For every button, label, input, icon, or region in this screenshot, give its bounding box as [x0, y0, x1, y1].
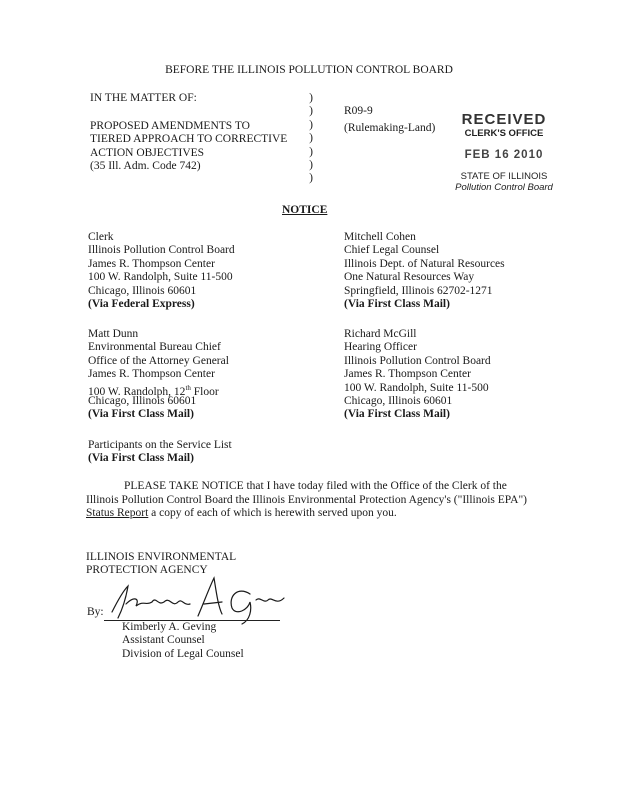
address-line: Mitchell Cohen — [344, 231, 416, 243]
paren: ) — [309, 105, 313, 118]
address-line: Illinois Pollution Control Board — [344, 354, 491, 367]
paren: ) — [309, 145, 313, 158]
paren: ) — [309, 158, 313, 171]
stamp-office: CLERK'S OFFICE — [464, 128, 544, 139]
caption-line: PROPOSED AMENDMENTS TO — [90, 120, 250, 132]
address-line: Clerk — [88, 231, 114, 243]
address-line: James R. Thompson Center — [88, 368, 215, 381]
notice-paragraph — [86, 480, 536, 521]
recipient-clerk — [88, 231, 235, 311]
agency-block — [86, 551, 236, 578]
recipient-dunn — [88, 328, 229, 422]
docket-number: R09-9 — [344, 105, 373, 117]
address-line: 100 W. Randolph, Suite 11-500 — [88, 271, 233, 284]
caption-parens — [306, 92, 316, 186]
address-line: Matt Dunn — [88, 328, 139, 340]
address-line: Chicago, Illinois 60601 — [88, 284, 197, 297]
caption-line: ACTION OBJECTIVES — [90, 146, 205, 159]
address-line: Hearing Officer — [344, 341, 417, 354]
address-line: Environmental Bureau Chief — [88, 341, 221, 354]
agency-line: ILLINOIS ENVIRONMENTAL — [86, 551, 237, 563]
signatory-block — [122, 621, 244, 661]
address-line: James R. Thompson Center — [344, 368, 471, 381]
floor-street: 100 W. Randolph, 12 — [88, 385, 186, 398]
paren: ) — [309, 118, 313, 131]
address-line: Springfield, Illinois 62702-1271 — [344, 284, 493, 297]
notice-title: NOTICE — [282, 204, 328, 216]
address-line: Chief Legal Counsel — [344, 244, 440, 257]
by-label: By: — [87, 606, 104, 618]
in-the-matter-label: IN THE MATTER OF: — [90, 92, 197, 104]
caption-block — [90, 120, 287, 174]
address-line: One Natural Resources Way — [344, 271, 475, 284]
stamp-state: STATE OF ILLINOIS — [460, 171, 548, 182]
address-line: Chicago, Illinois 60601 — [88, 394, 197, 407]
paren: ) — [309, 172, 313, 185]
signatory-title: Assistant Counsel — [122, 634, 205, 647]
paragraph-tail: a copy of each of which is herewith served upon you. — [148, 507, 397, 520]
document-title: BEFORE THE ILLINOIS POLLUTION CONTROL BOARD — [165, 64, 453, 76]
address-line: Illinois Pollution Control Board — [88, 244, 235, 257]
paragraph-main: PLEASE TAKE NOTICE that I have today filed with the Office of the Clerk of the Illinois Pollution Control Board the Illinois Environmental Protection Agency's ("Illinois EPA") — [86, 480, 527, 506]
paren: ) — [309, 132, 313, 145]
signatory-name: Kimberly A. Geving — [122, 621, 217, 633]
paren: ) — [309, 92, 313, 104]
caption-line: TIERED APPROACH TO CORRECTIVE — [90, 133, 288, 146]
address-line: 100 W. Randolph, Suite 11-500 — [344, 381, 489, 394]
recipient-service-list — [88, 439, 232, 466]
stamp-board: Pollution Control Board — [455, 182, 553, 193]
delivery-method: (Via First Class Mail) — [344, 408, 450, 421]
recipient-cohen — [344, 231, 505, 311]
handwritten-signature — [100, 576, 290, 626]
recipient-mcgill — [344, 328, 491, 422]
delivery-method: (Via First Class Mail) — [88, 452, 194, 465]
address-line: Illinois Dept. of Natural Resources — [344, 257, 505, 270]
address-line: Richard McGill — [344, 328, 417, 340]
address-line: Participants on the Service List — [88, 439, 232, 451]
signatory-division: Division of Legal Counsel — [122, 647, 244, 660]
address-line: James R. Thompson Center — [88, 257, 215, 270]
floor-sup: th — [185, 383, 191, 392]
docket-type: (Rulemaking-Land) — [344, 122, 436, 134]
floor-suffix: Floor — [190, 385, 219, 398]
address-line: Chicago, Illinois 60601 — [344, 394, 453, 407]
address-line: Office of the Attorney General — [88, 354, 229, 367]
delivery-method: (Via First Class Mail) — [344, 297, 450, 310]
received-stamp — [444, 112, 564, 193]
stamp-date: FEB 16 2010 — [464, 149, 544, 161]
caption-line: (35 Ill. Adm. Code 742) — [90, 160, 201, 173]
address-line — [88, 382, 229, 398]
delivery-method: (Via First Class Mail) — [88, 408, 194, 421]
stamp-received: RECEIVED — [461, 111, 547, 128]
paragraph-underlined: Status Report — [86, 507, 149, 520]
delivery-method: (Via Federal Express) — [88, 297, 195, 310]
agency-line: PROTECTION AGENCY — [86, 564, 208, 577]
